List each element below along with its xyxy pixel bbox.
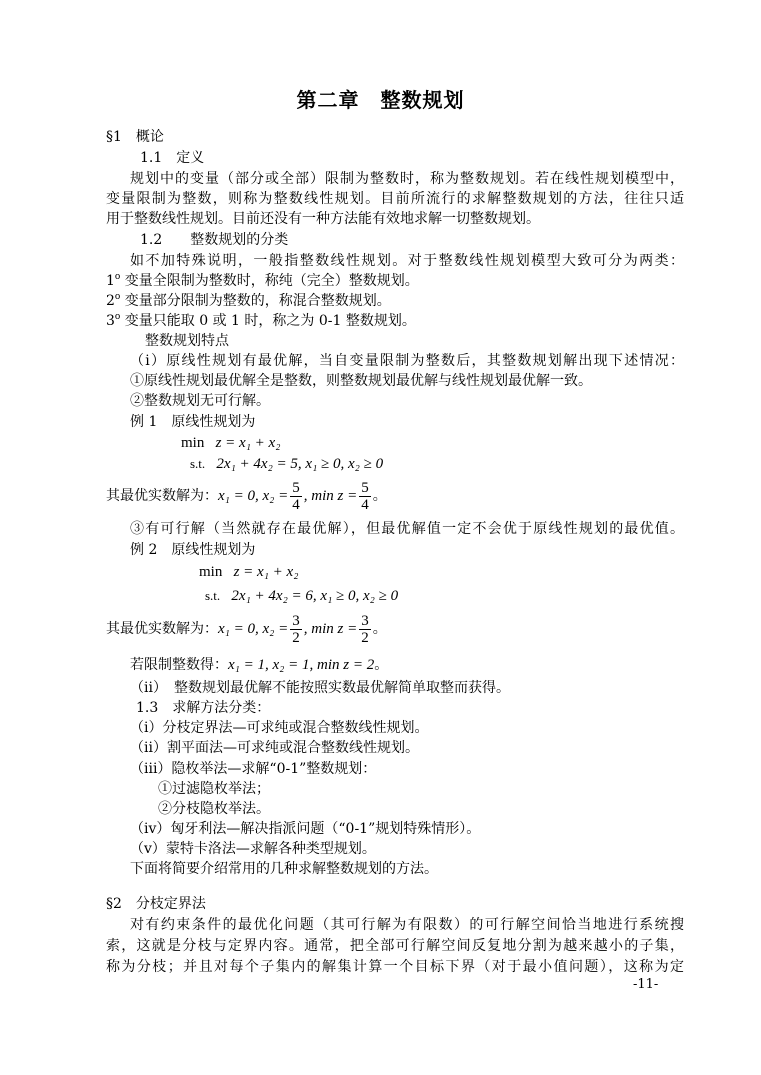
- method-iii-item-2: ②分枝隐枚举法。: [158, 801, 270, 817]
- section-2-heading: §2 分枝定界法: [106, 896, 206, 912]
- feature-i: （i）原线性规划有最优解，当自变量限制为整数后，其整数规划解出现下述情况：: [130, 353, 684, 369]
- solution-label: 其最优实数解为：: [106, 488, 218, 504]
- constraint-expression: 2x₁ + 4x₂ = 6, x₁ ≥ 0, x₂ ≥ 0: [231, 588, 399, 604]
- constraint-expression: 2x₁ + 4x₂ = 5, x₁ ≥ 0, x₂ ≥ 0: [216, 456, 384, 472]
- method-iii-item-1: ①过滤隐枚举法；: [158, 781, 270, 797]
- example-2-heading: 例 2 原线性规划为: [130, 542, 256, 558]
- fraction: [290, 480, 302, 513]
- objective-expression: z = x₁ + x₂: [233, 564, 299, 580]
- feature-i-case-3: ③有可行解（当然就存在最优解），但最优解值一定不会优于原线性规划的最优值。: [130, 521, 684, 537]
- st-label: s.t.: [190, 456, 206, 471]
- paragraph-line: 规划中的变量（部分或全部）限制为整数时，称为整数规划。若在线性规划模型中，: [130, 171, 684, 187]
- class-item-3-text: 变量只能取 0 或 1 时，称之为 0-1 整数规划。: [124, 313, 416, 329]
- method-iv: （iv）匈牙利法—解决指派问题（“0-1”规划特殊情形）。: [130, 821, 481, 837]
- min-label: min: [199, 564, 223, 580]
- fraction-denominator: 4: [361, 497, 369, 514]
- fraction-numerator: 5: [292, 480, 300, 497]
- fraction-numerator: 3: [361, 613, 369, 630]
- fraction-denominator: 2: [292, 630, 300, 647]
- example-2-solution: [106, 611, 387, 647]
- fraction-numerator: 3: [292, 613, 300, 630]
- st-label: s.t.: [205, 588, 221, 603]
- fraction-denominator: 2: [361, 630, 369, 647]
- method-ii: （ii）割平面法—可求纯或混合整数线性规划。: [130, 740, 419, 756]
- method-iii: （iii）隐枚举法—求解“0-1”整数规划：: [130, 761, 377, 777]
- paragraph-line: 如不加特殊说明，一般指整数线性规划。对于整数线性规划模型大致可分为两类：: [130, 253, 684, 269]
- solution-expression: x₁ = 0, x₂ =: [218, 488, 289, 504]
- example-2-objective: [199, 563, 298, 581]
- class-item-1: 1$^o$ 变量全限制为整数时，称纯（完全）整数规划。: [106, 272, 419, 289]
- objective-expression: z = x₁ + x₂: [215, 435, 281, 451]
- example-2-constraints: [205, 587, 398, 605]
- feature-i-case-2: ②整数规划无可行解。: [130, 393, 270, 409]
- example-1-heading: 例 1 原线性规划为: [130, 414, 256, 430]
- feature-ii: （ii） 整数规划最优解不能按照实数最优解简单取整而获得。: [130, 680, 510, 696]
- paragraph-line: 称为分枝；并且对每个子集内的解集计算一个目标下界（对于最小值问题），这称为定: [106, 959, 684, 975]
- period: 。: [374, 657, 389, 673]
- subsection-1-3-heading: 1.3 求解方法分类：: [136, 700, 271, 716]
- solution-expression: x₁ = 0, x₂ =: [218, 621, 289, 637]
- integer-solution-label: 若限制整数得：: [130, 657, 228, 673]
- subsection-1-1-heading: 1.1 定义: [140, 150, 205, 166]
- period: 。: [372, 621, 387, 637]
- solution-expression: , min z =: [303, 621, 358, 637]
- solution-label: 其最优实数解为：: [106, 621, 218, 637]
- paragraph-line: 用于整数线性规划。目前还没有一种方法能有效地求解一切整数规划。: [106, 211, 540, 227]
- integer-solution-expression: x₁ = 1, x₂ = 1, min z = 2: [228, 657, 375, 673]
- min-label: min: [181, 435, 205, 451]
- class-item-1-text: 变量全限制为整数时，称纯（完全）整数规划。: [124, 273, 419, 289]
- paragraph-line: 对有约束条件的最优化问题（其可行解为有限数）的可行解空间恰当地进行系统搜: [130, 917, 684, 933]
- fraction: [359, 480, 371, 513]
- class-item-3: 3$^o$ 变量只能取 0 或 1 时，称之为 0-1 整数规划。: [106, 312, 416, 329]
- period: 。: [372, 488, 387, 504]
- fraction-numerator: 5: [361, 480, 369, 497]
- features-heading: 整数规划特点: [145, 333, 229, 349]
- method-v: （v）蒙特卡洛法—求解各种类型规划。: [130, 841, 376, 857]
- class-item-2: 2$^o$ 变量部分限制为整数的，称混合整数规划。: [106, 292, 391, 309]
- closing-sentence: 下面将简要介绍常用的几种求解整数规划的方法。: [130, 861, 438, 877]
- fraction: [359, 613, 371, 646]
- example-1-solution: [106, 478, 387, 514]
- fraction: [290, 613, 302, 646]
- method-i: （i）分枝定界法—可求纯或混合整数线性规划。: [130, 720, 429, 736]
- section-1-heading: §1 概论: [106, 129, 164, 145]
- class-item-2-text: 变量部分限制为整数的，称混合整数规划。: [124, 293, 391, 309]
- fraction-denominator: 4: [292, 497, 300, 514]
- example-1-objective: [181, 434, 280, 452]
- feature-i-case-1: ①原线性规划最优解全是整数，则整数规划最优解与线性规划最优解一致。: [130, 373, 592, 389]
- solution-expression: , min z =: [303, 488, 358, 504]
- example-2-integer-solution: [130, 656, 388, 674]
- example-1-constraints: [190, 455, 383, 473]
- chapter-title: 第二章 整数规划: [296, 88, 465, 112]
- paragraph-line: 变量限制为整数，则称为整数线性规划。目前所流行的求解整数规划的方法，往往只适: [106, 191, 684, 207]
- paragraph-line: 索，这就是分枝与定界内容。通常，把全部可行解空间反复地分割为越来越小的子集，: [106, 938, 684, 954]
- subsection-1-2-heading: 1.2 整数规划的分类: [140, 232, 289, 248]
- page-number: -11-: [633, 977, 659, 992]
